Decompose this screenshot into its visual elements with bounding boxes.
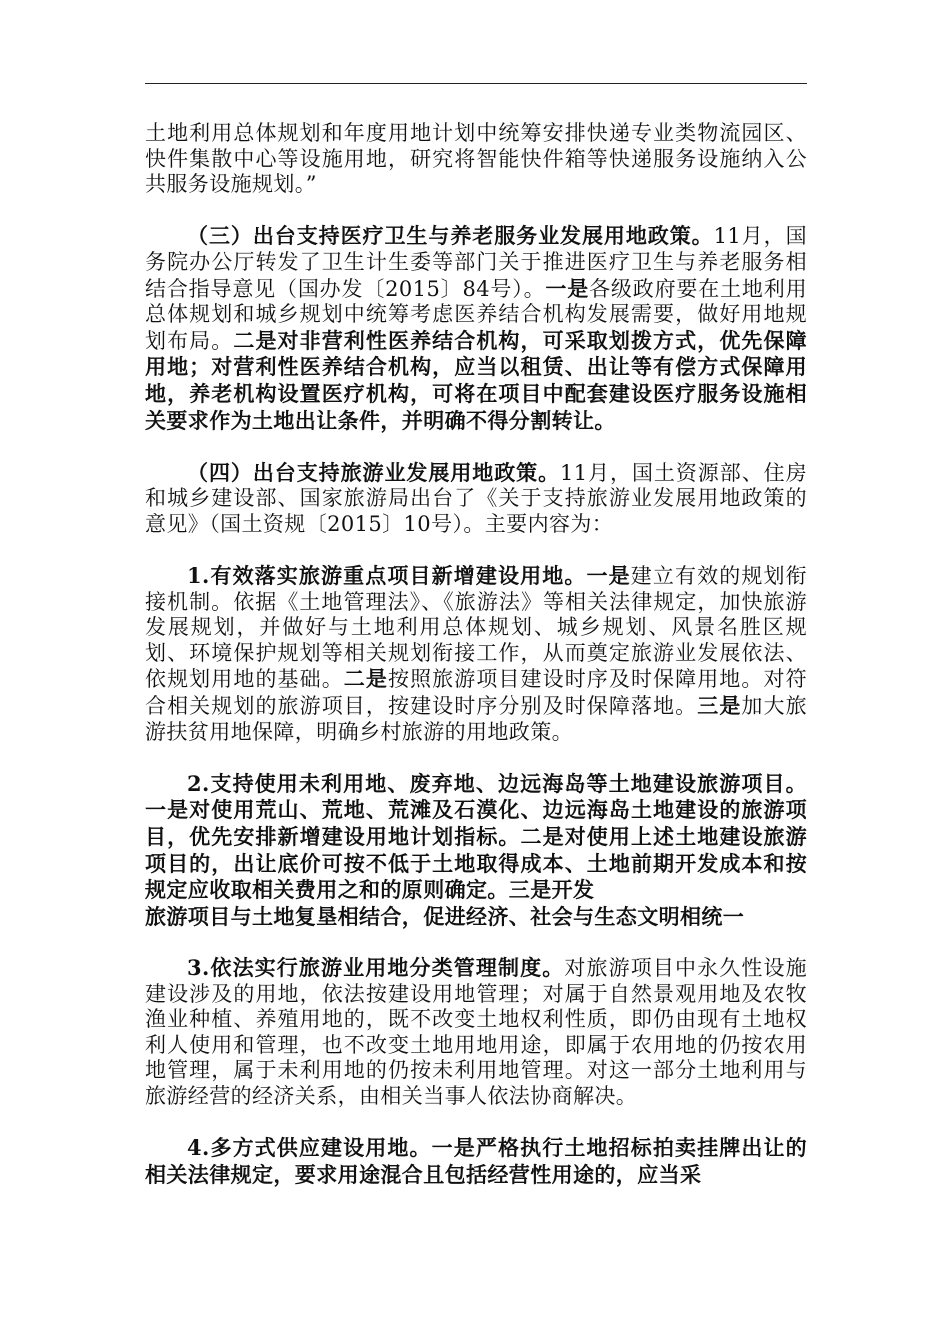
item-heading: 4.多方式供应建设用地。一是严格执行土地招标拍卖挂牌出让的相关法律规定，要求用途混合且包括经营性用途的，应当采	[145, 1135, 807, 1187]
document-page	[145, 0, 807, 1344]
document-body	[145, 121, 807, 1214]
paragraph-text: 对旅游项目中永久性设施建设涉及的用地，依法按建设用地管理；对属于自然景观用地及农牧渔业种植、养殖用地的，既不改变土地权利性质，即仍由现有土地权利人使用和管理，也不改变土地用地用途，即属于农用地的仍按农用地管理，属于未利用地的仍按未利用地管理。对这一部分土地利用与旅游经营的经济关系，由相关当事人依法协商解决。	[145, 956, 808, 1108]
paragraph-emphasis: 二是对非营利性医养结合机构，可采取划拨方式，优先保障用地；对营利性医养结合机构，应当以租赁、出让等有偿方式保障用地，养老机构设置医疗机构，可将在项目中配套建设医疗服务设施相关要求作为土地出让条件，并明确不得分割转让。	[145, 327, 807, 433]
item-heading: 2.支持使用未利用地、废弃地、边远海岛等土地建设旅游项目。一是对使用荒山、荒地、荒滩及石漠化、边远海岛土地建设的旅游项目，优先安排新增建设用地计划指标。二是对使用上述土地建设旅游项目的，出让底价可按不低于土地取得成本、土地前期开发成本和按规定应收取相关费用之和的原则确定。三是开发	[145, 770, 807, 903]
paragraph-marker: 二是	[343, 666, 388, 692]
paragraph-marker: 三是	[697, 693, 742, 719]
paragraph-tourism-land-policy	[145, 460, 807, 538]
paragraph-item-1	[145, 563, 807, 745]
section-heading: （三）出台支持医疗卫生与养老服务业发展用地政策。	[187, 223, 714, 249]
section-heading: （四）出台支持旅游业发展用地政策。	[187, 459, 561, 485]
header-rule	[145, 83, 807, 84]
paragraph-item-4	[145, 1135, 807, 1188]
paragraph-item-3	[145, 955, 807, 1110]
paragraph-medical-elderly-care-land-policy	[145, 223, 807, 434]
paragraph-text: 加大旅游扶贫用地保障，明确乡村旅游的用地政策。	[145, 694, 808, 744]
paragraph-text: 11月，国土资源部、住房和城乡建设部、国家旅游局出台了《关于支持旅游业发展用地政策的意见》（国土资规〔2015〕10号）。主要内容为：	[145, 460, 807, 536]
paragraph-text: 建立有效的规划衔接机制。依据《土地管理法》、《旅游法》等相关法律规定，加快旅游发展规划，并做好与土地利用总体规划、城乡规划、风景名胜区规划、环境保护规划等相关规划衔接工作，从而奠定旅游业发展依法、依规划用地的基础。	[145, 564, 807, 692]
item-heading: 3.依法实行旅游业用地分类管理制度。	[187, 955, 565, 980]
paragraph-text: 11月，国务院办公厅转发了卫生计生委等部门关于推进医疗卫生与养老服务相结合指导意见（国办发〔2015〕84号）。	[145, 224, 807, 301]
paragraph-marker: 一是	[545, 275, 590, 301]
paragraph-text: 各级政府要在土地利用总体规划和城乡规划中统筹考虑医养结合机构发展需要，做好用地规划布局。	[145, 276, 807, 353]
paragraph-clipped-line: 旅游项目与土地复垦相结合，促进经济、社会与生态文明相统一	[145, 903, 745, 929]
paragraph-text: 按照旅游项目建设时序及时保障用地。对符合相关规划的旅游项目，按建设时序分别及时保障落地。	[145, 667, 807, 719]
paragraph-item-2	[145, 771, 807, 930]
paragraph-text: 土地利用总体规划和年度用地计划中统筹安排快递专业类物流园区、快件集散中心等设施用地，研究将智能快件箱等快递服务设施纳入公共服务设施规划。”	[145, 121, 807, 197]
paragraph-continuation	[145, 121, 807, 198]
item-heading: 1.有效落实旅游重点项目新增建设用地。一是	[187, 563, 631, 589]
